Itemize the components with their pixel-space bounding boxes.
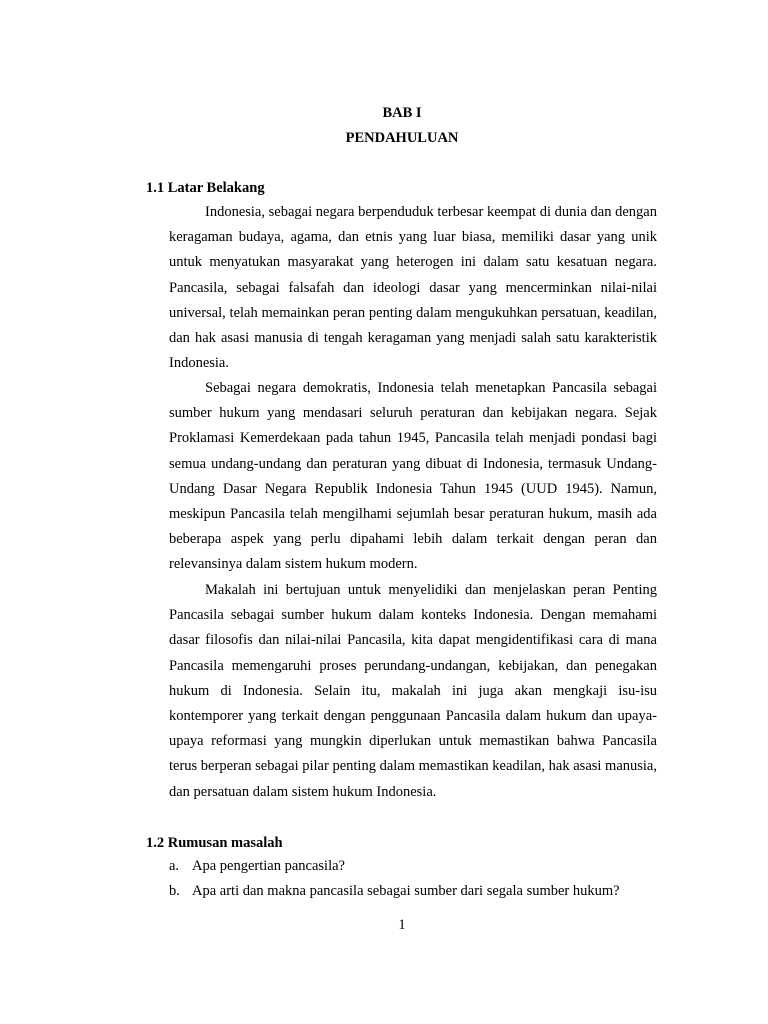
chapter-title: PENDAHULUAN bbox=[345, 130, 459, 146]
list-item bbox=[169, 879, 669, 904]
page-number: 1 bbox=[398, 917, 406, 933]
list-item-text: Apa pengertian pancasila? bbox=[192, 858, 345, 874]
paragraph-1: Indonesia, sebagai negara berpenduduk terbesar keempat di dunia dan dengan keragaman budaya, agama, dan etnis yang luar biasa, memiliki dasar yang unik untuk menyatukan masyarakat yang heterogen ini dalam satu kesatuan negara. Pancasila, sebagai falsafah dan ideologi dasar yang mencerminkan nilai-nilai universal, telah memainkan peran penting dalam mengukuhkan persatuan, keadilan, dan hak asasi manusia di tengah keragaman yang menjadi salah satu karakteristik Indonesia. bbox=[169, 204, 657, 372]
list-item-text: Apa arti dan makna pancasila sebagai sumber dari segala sumber hukum? bbox=[192, 883, 620, 899]
list-item bbox=[169, 854, 669, 879]
section-heading-latar-belakang: 1.1 Latar Belakang bbox=[146, 180, 265, 196]
problem-list bbox=[169, 854, 669, 904]
list-marker: b. bbox=[169, 883, 180, 899]
list-marker: a. bbox=[169, 858, 180, 874]
paragraph-2: Sebagai negara demokratis, Indonesia telah menetapkan Pancasila sebagai sumber hukum yang mendasari seluruh peraturan dan kebijakan negara. Sejak Proklamasi Kemerdekaan pada tahun 1945, Pancasila telah menjadi pondasi bagi semua undang-undang dan peraturan yang dibuat di Indonesia, termasuk Undang-Undang Dasar Negara Republik Indonesia Tahun 1945 (UUD 1945). Namun, meskipun Pancasila telah mengilhami sejumlah besar peraturan hukum, masih ada beberapa aspek yang perlu dipahami lebih dalam terkait dengan peran dan relevansinya dalam sistem hukum modern. bbox=[169, 380, 657, 573]
paragraph-3: Makalah ini bertujuan untuk menyelidiki dan menjelaskan peran Penting Pancasila sebagai sumber hukum dalam konteks Indonesia. Dengan memahami dasar filosofis dan nilai-nilai Pancasila, kita dapat mengidentifikasi cara di mana Pancasila memengaruhi proses perundang-undangan, kebijakan, dan penegakan hukum di Indonesia. Selain itu, makalah ini juga akan mengkaji isu-isu kontemporer yang terkait dengan penggunaan Pancasila dalam hukum dan upaya-upaya reformasi yang mungkin diperlukan untuk memastikan bahwa Pancasila terus berperan sebagai pilar penting dalam memastikan keadilan, hak asasi manusia, dan persatuan dalam sistem hukum Indonesia. bbox=[169, 582, 657, 800]
chapter-label: BAB I bbox=[382, 105, 422, 121]
section-heading-rumusan-masalah: 1.2 Rumusan masalah bbox=[146, 835, 283, 851]
